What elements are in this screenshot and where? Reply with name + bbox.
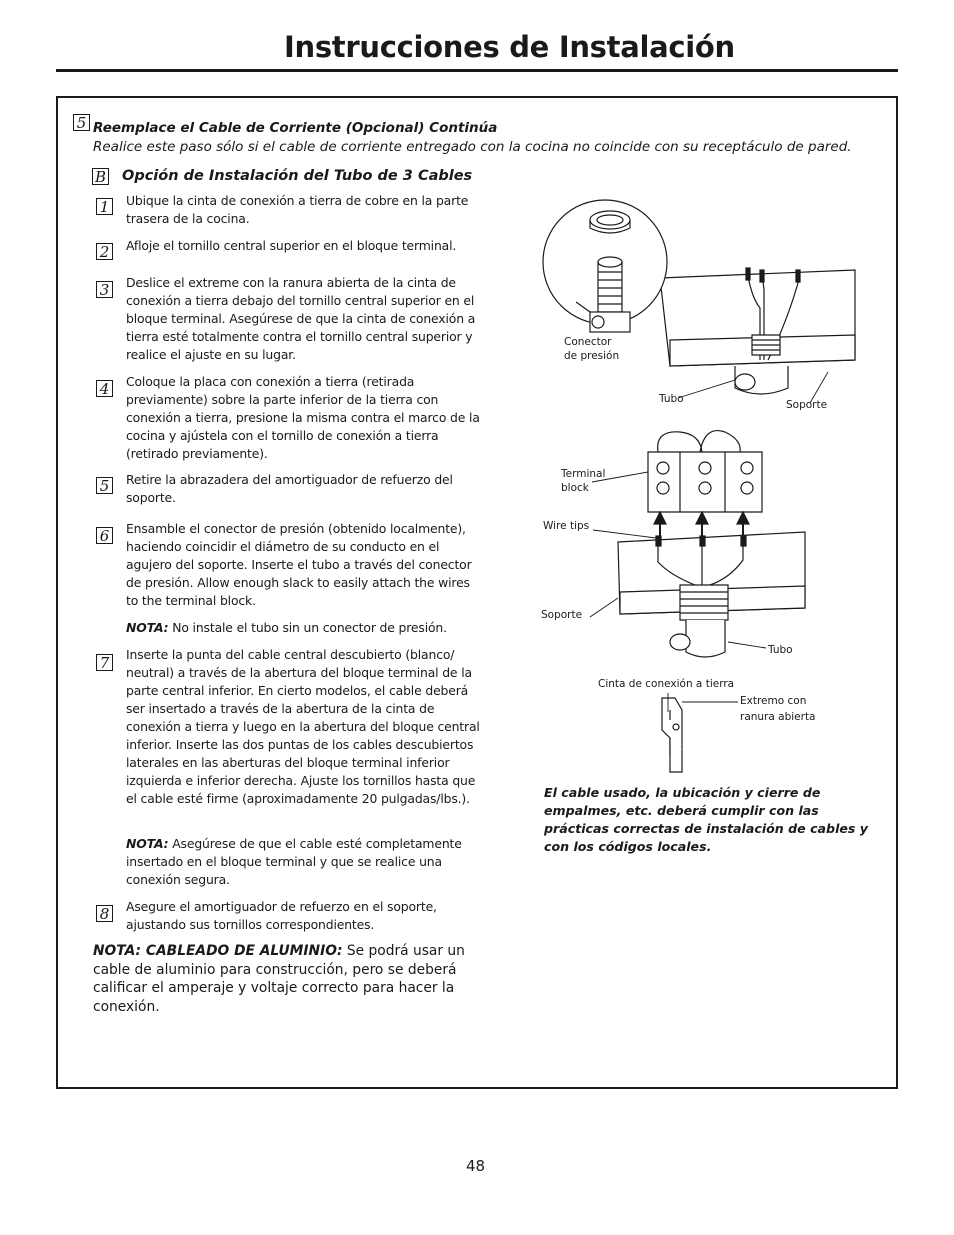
note-text: No instale el tubo sin un conector de presión. (172, 620, 447, 635)
label-de-presion: de presión (564, 350, 620, 362)
aluminum-wiring-note (93, 942, 485, 1016)
label-extremo: Extremo con (740, 695, 807, 707)
aluminum-note-label: NOTA: CABLEADO DE ALUMINIO: (93, 943, 343, 959)
substep-1-text: Ubique la cinta de conexión a tierra de cobre en la parte trasera de la cocina. (126, 193, 469, 226)
note-label: NOTA: (126, 620, 169, 635)
substep-3-number: 3 (96, 281, 113, 298)
substep-6-text: Ensamble el conector de presión (obtenido localmente), haciendo coincidir el diámetro de su conducto en el agujero del soporte. Inserte el tubo a través del conector de presión. Allow enough slack to easily attach the wires to the terminal block. (126, 521, 472, 608)
substep-7-text: Inserte la punta del cable central descubierto (blanco/ neutral) a través de la abertura del bloque terminal de la parte central inferior. En cierto modelos, el cable deberá ser insertado a través de la abertura de la cinta de conexión a tierra y luego en la abertura del bloque central inferior. Inserte las dos puntas de los cables descubiertos laterales en las aberturas del bloque terminal inferior izquierda e inferior derecha. Ajuste los tornillos hasta que el cable esté firme (aproximadamente 20 pulgadas/lbs.). (126, 647, 480, 806)
label-terminal: Terminal (561, 468, 606, 480)
substep-5-text: Retire la abrazadera del amortiguador de refuerzo del soporte. (126, 472, 453, 505)
label-soporte-top: Soporte (786, 399, 828, 411)
page-number: 48 (466, 1157, 486, 1175)
step-subtitle: Realice este paso sólo si el cable de corriente entregado con la cocina no coincide con su receptáculo de pared. (93, 139, 852, 155)
substep-5-number: 5 (96, 477, 113, 494)
label-conector: Conector (564, 336, 612, 348)
note-label: NOTA: (126, 836, 169, 851)
step-number-box: 5 (73, 114, 90, 131)
substep-6-number: 6 (96, 527, 113, 544)
substep-4-number: 4 (96, 380, 113, 397)
aluminum-note-text: Se podrá usar un cable de aluminio para construcción, pero se deberá calificar el amperaje y voltaje correcto para hacer la conexión. (93, 943, 465, 1015)
label-cinta: Cinta de conexión a tierra (598, 678, 735, 690)
ground-strap-illustration (662, 693, 738, 772)
diagram-caption: El cable usado, la ubicación y cierre de empalmes, etc. deberá cumplir con las prácticas correctas de instalación de cables y con los códigos locales. (544, 785, 869, 854)
substep-4-text: Coloque la placa con conexión a tierra (retirada previamente) sobre la parte inferior de la tierra con conexión a tierra, presione la misma contra el marco de la cocina y ajústela con el tornillo de conexión a tierra (retirado previamente). (126, 374, 480, 461)
substep-1-number: 1 (96, 198, 113, 215)
note-text: Asegúrese de que el cable esté completamente insertado en el bloque terminal y que se realice una conexión segura. (126, 836, 462, 887)
substep-6-note (126, 619, 484, 637)
substep-7-number: 7 (96, 654, 113, 671)
substep-3-text: Deslice el extreme con la ranura abierta de la cinta de conexión a tierra debajo del tornillo central superior en el bloque terminal. Asegúrese de que la cinta de conexión a tierra esté totalmente contra el tornillo central superior y realice el ajuste en su lugar. (126, 275, 476, 362)
substep-8-number: 8 (96, 905, 113, 922)
label-tubo-mid: Tubo (768, 644, 793, 656)
substep-8-text: Asegure el amortiguador de refuerzo en el soporte, ajustando sus tornillos correspondientes. (126, 899, 437, 932)
wiring-illustrations (530, 190, 880, 780)
section-title: Opción de Instalación del Tubo de 3 Cables (122, 168, 473, 184)
label-soporte-mid: Soporte (541, 609, 583, 621)
label-wire-tips: Wire tips (543, 520, 590, 532)
label-tubo-top: Tubo (659, 393, 684, 405)
substep-7-note (126, 835, 484, 889)
label-block: block (561, 482, 589, 494)
terminal-block-illustration (590, 431, 805, 657)
substep-2-number: 2 (96, 243, 113, 260)
step-title: Reemplace el Cable de Corriente (Opcional) Continúa (93, 120, 498, 136)
section-letter-box: B (92, 168, 109, 185)
page-title: Instrucciones de Instalación (284, 30, 735, 64)
pressure-connector-illustration (543, 200, 855, 403)
label-ranura: ranura abierta (740, 711, 816, 723)
substep-2-text: Afloje el tornillo central superior en el bloque terminal. (126, 238, 457, 253)
title-rule (56, 69, 898, 72)
